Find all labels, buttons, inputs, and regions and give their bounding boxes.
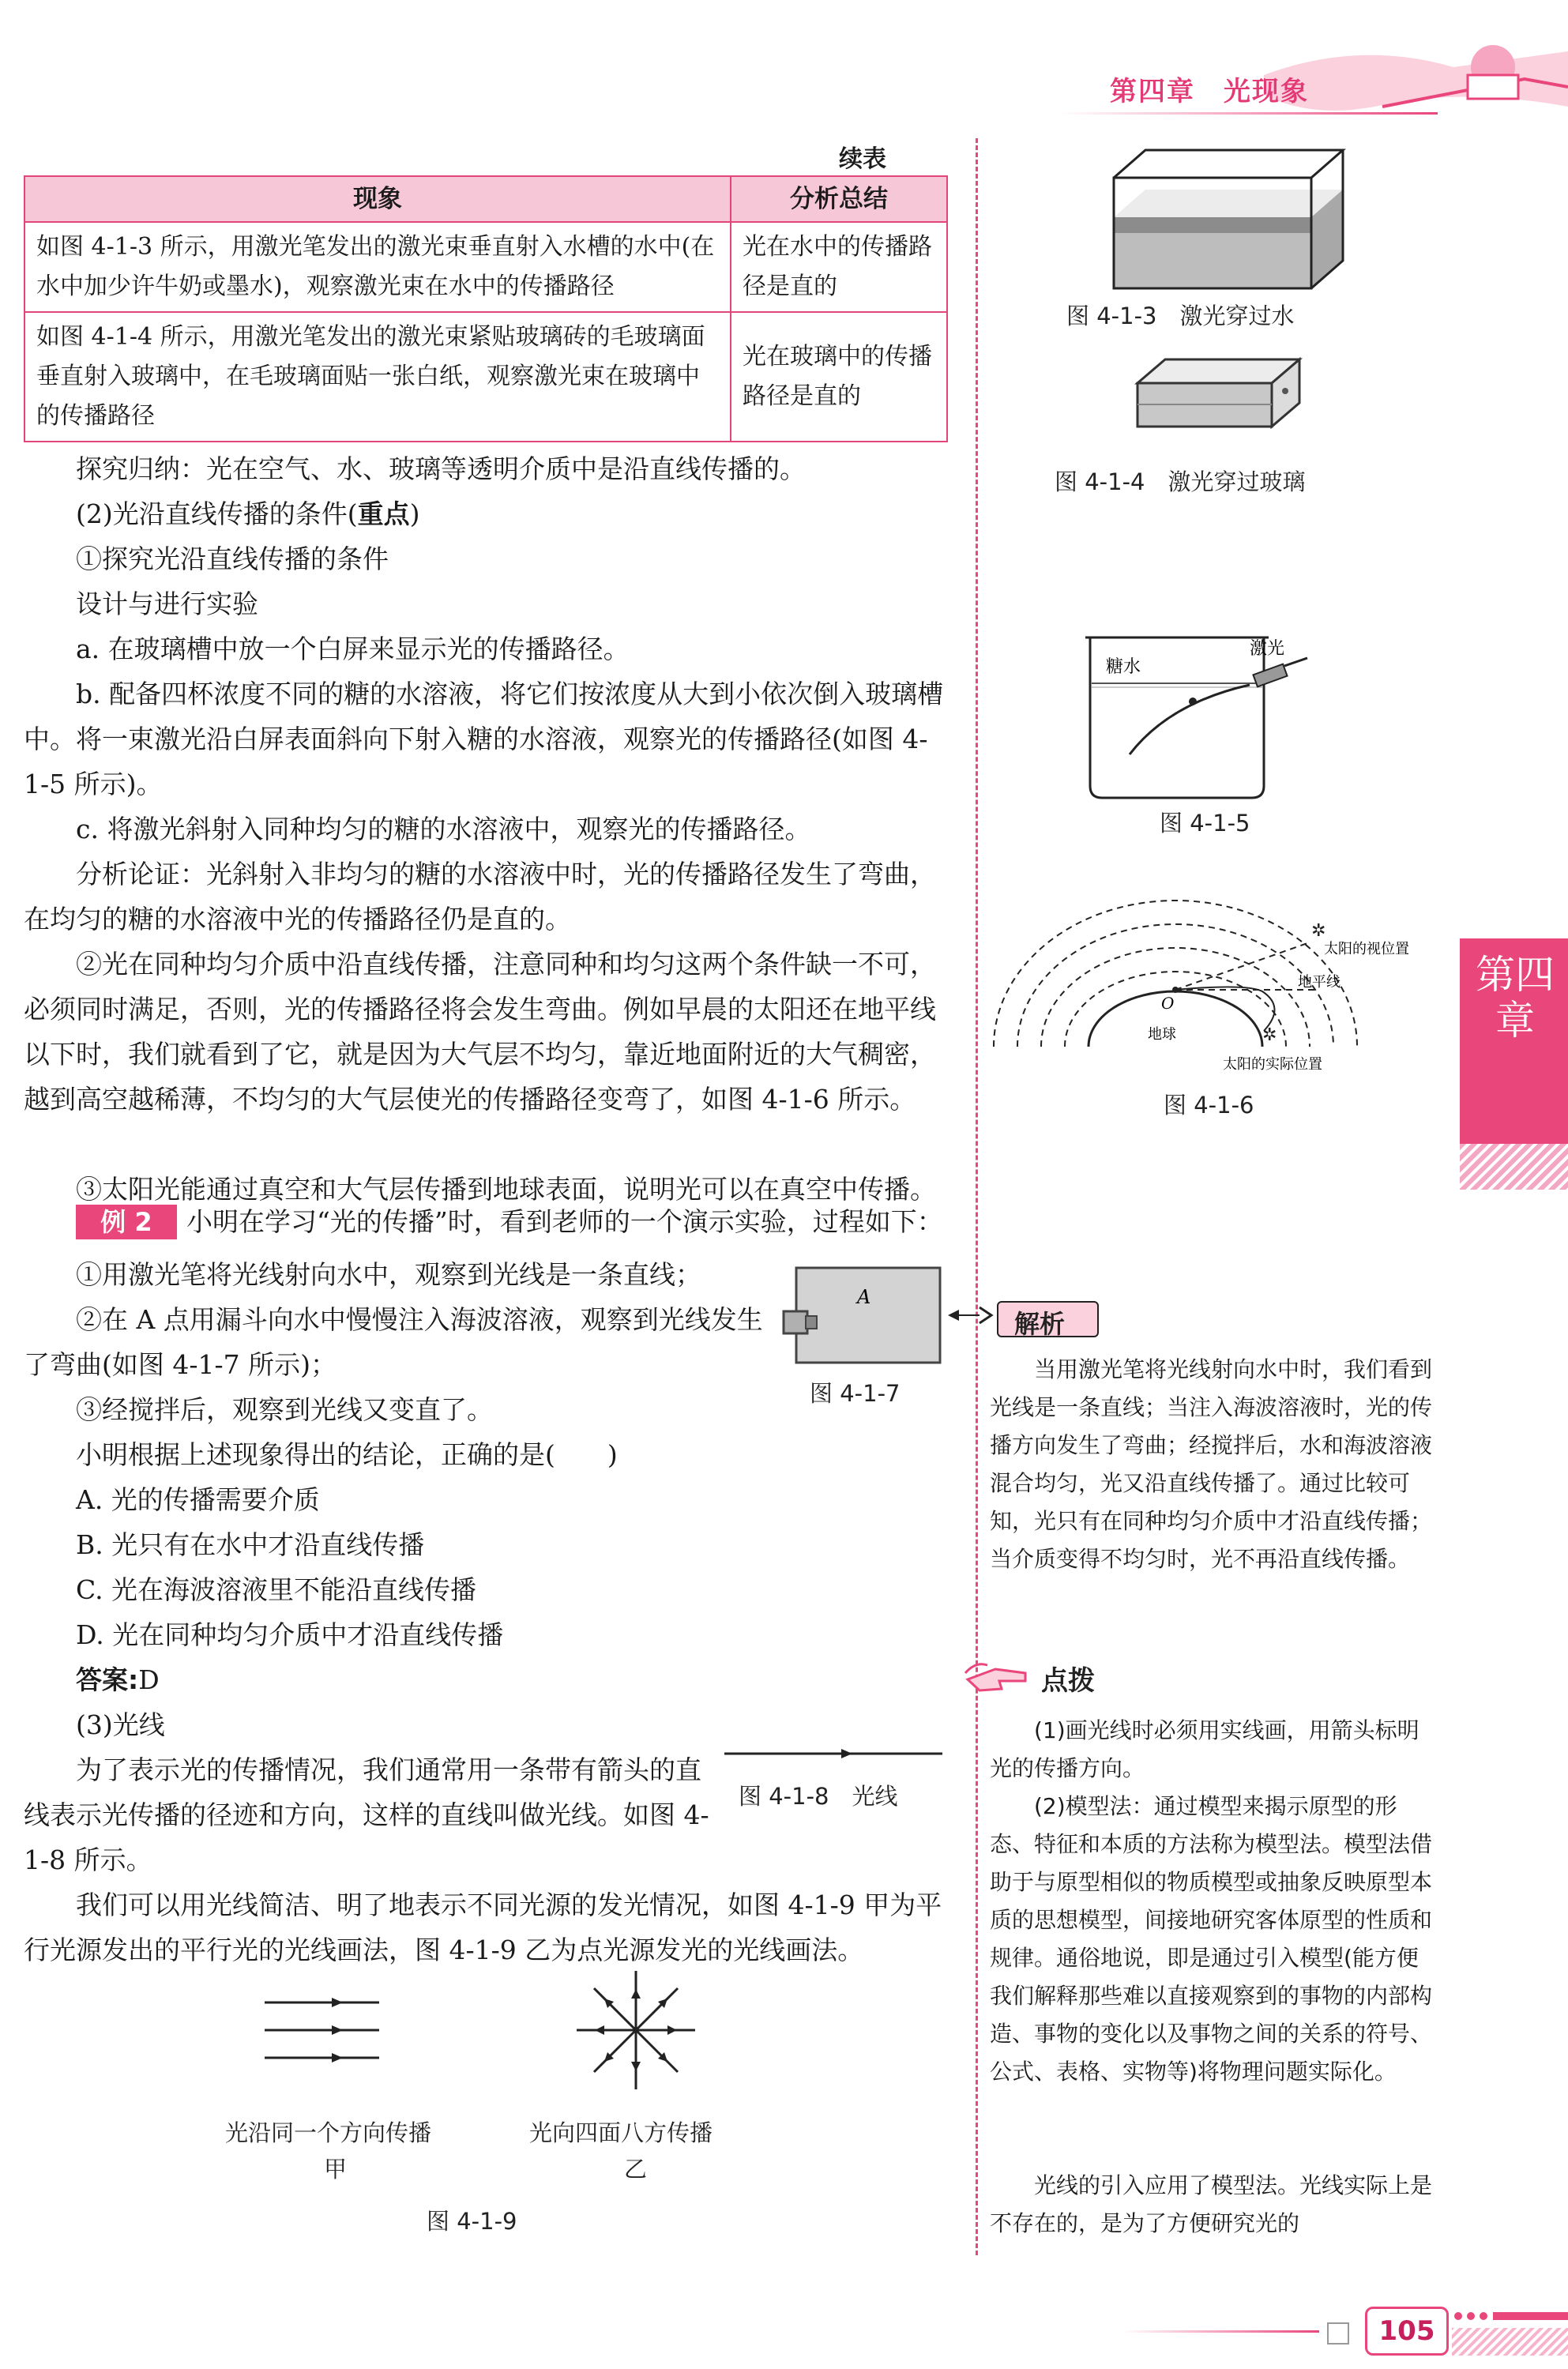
figure-4-1-5-sugar-water <box>1082 628 1319 806</box>
table-row <box>24 222 947 312</box>
ray-paragraph-1: 为了表示光的传播情况，我们通常用一条带有箭头的直线表示光传播的径迹和方向，这样的直线叫做光线。如图 4-1-8 所示。 <box>24 1754 709 1875</box>
example-badge: 例 2 <box>76 1205 177 1239</box>
paragraph-step-c: c. 将激光斜射入同种均匀的糖的水溶液中，观察光的传播路径。 <box>76 814 811 844</box>
figure-4-1-9-left-desc: 光沿同一个方向传播 <box>225 2119 432 2146</box>
ray-paragraph-2: 我们可以用光线简洁、明了地表示不同光源的发光情况，如图 4-1-9 甲为平行光源发出的平行光的光线画法，图 4-1-9 乙为点光源发光的光线画法。 <box>24 1890 942 1965</box>
table-cell-phenomenon: 如图 4-1-4 所示，用激光笔发出的激光束紧贴玻璃砖的毛玻璃面垂直射入玻璃中，在毛玻璃面贴一张白纸，观察激光束在玻璃中的传播路径 <box>24 312 731 442</box>
tips-item-2: (2)模型法：通过模型来揭示原型的形态、特征和本质的方法称为模型法。模型法借助于与原型相似的物质模型或抽象反映原型本质的思想模型，间接地研究客体原型的性质和规律。通俗地说，即是通过引入模型(能方便我们解释那些难以直接观察到的事物的内部构造、事物的变化以及事物之间的关系的符号、公式、表格、实物等)将物理问题实际化。 <box>990 1793 1433 2085</box>
option-a: A. 光的传播需要介质 <box>76 1484 320 1515</box>
figure-4-1-8-ray-line <box>723 1746 944 1762</box>
figure-4-1-9-point-source-rays <box>573 1967 699 2093</box>
answer-value: D <box>138 1664 160 1695</box>
pointing-hand-icon <box>964 1657 1035 1697</box>
example-step-1: ①用激光笔将光线射向水中，观察到光线是一条直线； <box>76 1259 701 1290</box>
chapter-side-tab-label: 第四章 <box>1476 952 1555 1043</box>
figure-4-1-4-caption: 图 4-1-4 激光穿过玻璃 <box>1055 468 1306 495</box>
ray-heading: (3)光线 <box>76 1709 165 1740</box>
figure-4-1-6-earth-label: 地球 <box>1148 1026 1176 1043</box>
page-number: 105 <box>1365 2307 1449 2356</box>
heading-close: ) <box>409 498 420 529</box>
figure-4-1-7-caption: 图 4-1-7 <box>810 1380 901 1407</box>
analysis-text: 当用激光笔将光线射向水中时，我们看到光线是一条直线；当注入海波溶液时，光的传播方向发生了弯曲；经搅拌后，水和海波溶液混合均匀，光又沿直线传播了。通过比较可知，光只有在同种均匀介质中才沿直线传播；当介质变得不均匀时，光不再沿直线传播。 <box>990 1356 1433 1572</box>
paragraph-step-b: b. 配备四杯浓度不同的糖的水溶液，将它们按浓度从大到小依次倒入玻璃槽中。将一束激光沿白屏表面斜向下射入糖的水溶液，观察光的传播路径(如图 4-1-5 所示)。 <box>24 679 944 799</box>
figure-4-1-5-caption: 图 4-1-5 <box>1160 810 1250 837</box>
figure-4-1-6-caption: 图 4-1-6 <box>1164 1092 1254 1119</box>
answer-line <box>76 1657 160 1702</box>
table-cell-summary: 光在水中的传播路径是直的 <box>731 222 947 312</box>
paragraph-vacuum: ③太阳光能通过真空和大气层传播到地球表面，说明光可以在真空中传播。 <box>76 1174 936 1205</box>
key-point-tag: 重点 <box>357 498 410 529</box>
figure-4-1-7-point-a: A <box>857 1286 871 1308</box>
figure-4-1-9-caption: 图 4-1-9 <box>427 2208 517 2235</box>
footer-checkbox-decoration <box>1327 2322 1349 2345</box>
figure-4-1-6-atmosphere <box>986 889 1428 1078</box>
svg-text:✲: ✲ <box>1262 1025 1277 1045</box>
figure-4-1-3-tank <box>1106 146 1351 292</box>
paragraph-analysis: 分析论证：光斜射入非均匀的糖的水溶液中时，光的传播路径发生了弯曲，在均匀的糖的水溶液中光的传播路径仍是直的。 <box>24 859 936 934</box>
table-header-summary: 分析总结 <box>731 176 947 222</box>
page-header <box>0 0 1568 118</box>
figure-4-1-6-horizon-label: 地平线 <box>1298 974 1341 991</box>
paragraph-heading-conditions <box>24 491 948 536</box>
footer-dots-decoration <box>1452 2308 1568 2356</box>
option-c: C. 光在海波溶液里不能沿直线传播 <box>76 1574 477 1605</box>
header-rule <box>1058 112 1438 115</box>
svg-text:✲: ✲ <box>1311 921 1326 941</box>
tips-item-3: 光线的引入应用了模型法。光线实际上是不存在的，是为了方便研究光的 <box>990 2172 1433 2236</box>
figure-4-1-9-left-label: 甲 <box>324 2156 348 2183</box>
chapter-title: 第四章 光现象 <box>1110 76 1309 107</box>
figure-4-1-7-diagram <box>782 1264 944 1367</box>
tips-item-1: (1)画光线时必须用实线画，用箭头标明光的传播方向。 <box>990 1717 1419 1781</box>
figure-4-1-3-caption: 图 4-1-3 激光穿过水 <box>1066 303 1295 329</box>
analysis-title: 解析 <box>1014 1309 1066 1339</box>
option-d: D. 光在同种均匀介质中才沿直线传播 <box>76 1619 504 1650</box>
chapter-side-tab-hatch <box>1460 1144 1568 1190</box>
figure-4-1-5-laser-label: 激光 <box>1250 639 1285 659</box>
analysis-title-box <box>997 1301 1099 1337</box>
footer-rule <box>1122 2330 1319 2333</box>
phenomenon-table <box>24 175 948 442</box>
table-caption: 续表 <box>839 145 886 173</box>
heading-text: (2)光沿直线传播的条件( <box>76 498 358 529</box>
table-row <box>24 312 947 442</box>
answer-label: 答案: <box>76 1664 139 1695</box>
paragraph-step-a: a. 在玻璃槽中放一个白屏来显示光的传播路径。 <box>76 634 630 664</box>
figure-4-1-6-actual-label: 太阳的实际位置 <box>1223 1056 1322 1073</box>
figure-4-1-5-sugar-label: 糖水 <box>1106 657 1141 677</box>
figure-4-1-6-o-label: O <box>1161 994 1175 1013</box>
paragraph-condition-note: ②光在同种均匀介质中沿直线传播，注意同种和均匀这两个条件缺一不可，必须同时满足，否则，光的传播路径将会发生弯曲。例如早晨的太阳还在地平线以下时，我们就看到了它，就是因为大气层不均匀，靠近地面附近的大气稠密，越到高空越稀薄，不均匀的大气层使光的传播路径变弯了，如图 4-1-6 所示。 <box>24 949 936 1115</box>
table-cell-phenomenon: 如图 4-1-3 所示，用激光笔发出的激光束垂直射入水槽的水中(在水中加少许牛奶或墨水)，观察激光束在水中的传播路径 <box>24 222 731 312</box>
figure-4-1-8-caption: 图 4-1-8 光线 <box>739 1783 898 1810</box>
option-b: B. 光只有在水中才沿直线传播 <box>76 1529 425 1560</box>
header-ribbon-decoration <box>1264 32 1568 118</box>
table-header-phenomenon: 现象 <box>24 176 731 222</box>
figure-4-1-9-right-desc: 光向四面八方传播 <box>529 2119 713 2146</box>
paragraph-conclusion: 探究归纳：光在空气、水、玻璃等透明介质中是沿直线传播的。 <box>76 453 806 484</box>
paragraph-design: 设计与进行实验 <box>76 588 258 619</box>
table-cell-summary: 光在玻璃中的传播路径是直的 <box>731 312 947 442</box>
example-step-3: ③经搅拌后，观察到光线又变直了。 <box>76 1394 493 1425</box>
figure-4-1-9-parallel-rays <box>261 1991 387 2070</box>
figure-4-1-4-glass-brick <box>1134 355 1303 431</box>
figure-4-1-6-apparent-label: 太阳的视位置 <box>1324 941 1409 957</box>
example-step-2: ②在 A 点用漏斗向水中慢慢注入海波溶液，观察到光线发生了弯曲(如图 4-1-7 所示)； <box>24 1304 763 1380</box>
figure-4-1-9-right-label: 乙 <box>624 2156 648 2183</box>
example-intro: 小明在学习“光的传播”时，看到老师的一个演示实验，过程如下： <box>186 1206 943 1237</box>
tips-title: 点拨 <box>1041 1665 1095 1697</box>
paragraph-explore: ①探究光沿直线传播的条件 <box>76 543 389 574</box>
pointer-arrow-icon <box>948 1303 1003 1327</box>
example-question: 小明根据上述现象得出的结论，正确的是( ) <box>76 1439 618 1470</box>
column-divider <box>976 138 978 2255</box>
